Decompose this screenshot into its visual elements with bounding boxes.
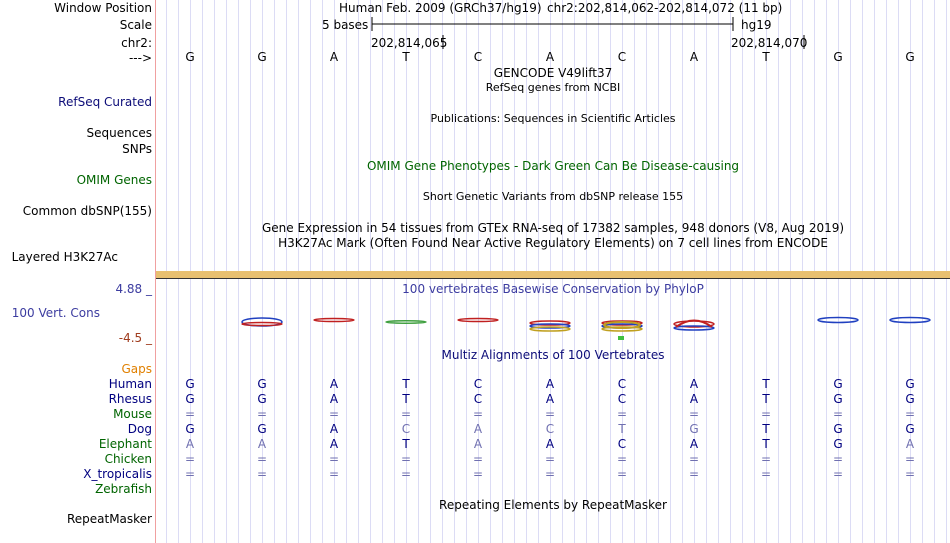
alignment-base: G xyxy=(905,392,915,406)
alignment-base: = xyxy=(400,467,412,481)
alignment-base: G xyxy=(185,377,195,391)
alignment-base: = xyxy=(328,407,340,421)
alignment-base: C xyxy=(617,377,627,391)
alignment-base: = xyxy=(328,467,340,481)
species-label-mouse[interactable]: Mouse xyxy=(113,407,152,421)
sequences-label[interactable]: Sequences xyxy=(86,126,152,140)
alignment-base: = xyxy=(832,467,844,481)
alignment-base: = xyxy=(832,452,844,466)
cons-label[interactable]: 100 Vert. Cons xyxy=(11,306,100,320)
sequence-base: G xyxy=(833,50,843,64)
sequence-base: G xyxy=(257,50,267,64)
alignment-base: G xyxy=(257,392,267,406)
alignment-base: A xyxy=(473,422,483,436)
phylop-logo-mark xyxy=(890,318,930,323)
assembly-text: Human Feb. 2009 (GRCh37/hg19) xyxy=(339,1,542,15)
refseq-title[interactable]: RefSeq genes from NCBI xyxy=(485,81,621,94)
phylop-logo-mark xyxy=(386,321,426,323)
alignment-base: = xyxy=(760,407,772,421)
alignment-base: T xyxy=(402,392,410,406)
phylop-logo-mark xyxy=(674,326,714,330)
alignment-base: = xyxy=(688,467,700,481)
repeatmasker-label[interactable]: RepeatMasker xyxy=(66,512,152,526)
species-label-zebrafish[interactable]: Zebrafish xyxy=(95,482,152,496)
alignment-base: = xyxy=(688,407,700,421)
alignment-base: = xyxy=(328,452,340,466)
phylop-logo-mark xyxy=(314,319,354,322)
alignment-base: T xyxy=(762,392,770,406)
alignment-base: = xyxy=(904,452,916,466)
alignment-base: G xyxy=(257,422,267,436)
alignment-base: C xyxy=(473,377,483,391)
alignment-base: G xyxy=(185,422,195,436)
sequence-base: C xyxy=(473,50,483,64)
alignment-base: A xyxy=(689,377,699,391)
gtex-title[interactable]: Gene Expression in 54 tissues from GTEx RNA-seq of 17382 samples, 948 donors (V8, Aug 2019) xyxy=(261,221,845,235)
alignment-base: T xyxy=(618,422,626,436)
dbsnp-label[interactable]: Common dbSNP(155) xyxy=(22,204,152,218)
alignment-base: = xyxy=(184,467,196,481)
db-text: hg19 xyxy=(741,18,772,32)
alignment-base: = xyxy=(400,407,412,421)
alignment-base: = xyxy=(544,467,556,481)
alignment-base: A xyxy=(689,437,699,451)
species-label-human[interactable]: Human xyxy=(108,377,152,391)
phylop-logo-mark xyxy=(618,336,624,340)
alignment-base: C xyxy=(473,392,483,406)
alignment-base: C xyxy=(617,392,627,406)
alignment-base: A xyxy=(329,422,339,436)
alignment-base: A xyxy=(905,437,915,451)
dbsnp-title[interactable]: Short Genetic Variants from dbSNP release 155 xyxy=(422,190,684,203)
alignment-base: A xyxy=(545,437,555,451)
alignment-base: = xyxy=(688,452,700,466)
coord-right: 202,814,070 xyxy=(731,36,808,50)
alignment-base: G xyxy=(833,422,843,436)
phylop-logo-mark xyxy=(458,319,498,322)
alignment-base: = xyxy=(544,407,556,421)
refseq-label[interactable]: RefSeq Curated xyxy=(58,95,152,109)
alignment-base: A xyxy=(329,437,339,451)
snps-label[interactable]: SNPs xyxy=(122,142,152,156)
sequence-base: A xyxy=(545,50,555,64)
alignment-base: A xyxy=(257,437,267,451)
phylop-logos xyxy=(242,318,930,341)
scale-text: 5 bases xyxy=(322,18,369,32)
h3k27ac-title[interactable]: H3K27Ac Mark (Often Found Near Active Regulatory Elements) on 7 cell lines from ENCODE xyxy=(278,236,828,250)
alignment-base: G xyxy=(833,377,843,391)
alignment-base: = xyxy=(256,407,268,421)
alignment-base: = xyxy=(400,452,412,466)
alignment-base: G xyxy=(905,377,915,391)
alignment-base: A xyxy=(545,377,555,391)
species-label-chicken[interactable]: Chicken xyxy=(104,452,152,466)
alignment-base: A xyxy=(329,377,339,391)
species-label-rhesus[interactable]: Rhesus xyxy=(108,392,152,406)
alignment-base: = xyxy=(760,452,772,466)
alignment-base: = xyxy=(472,467,484,481)
phylop-logo-mark xyxy=(242,323,282,326)
alignment-base: = xyxy=(256,467,268,481)
alignment-base: = xyxy=(256,452,268,466)
alignment-base: T xyxy=(402,377,410,391)
species-label-x_tropicalis[interactable]: X_tropicalis xyxy=(83,467,152,481)
sequence-base: A xyxy=(689,50,699,64)
alignment-base: C xyxy=(401,422,411,436)
alignment-base: G xyxy=(833,392,843,406)
alignment-base: T xyxy=(762,422,770,436)
alignment-base: A xyxy=(689,392,699,406)
alignment-base: G xyxy=(833,437,843,451)
alignment-base: C xyxy=(617,437,627,451)
coord-left: 202,814,065 xyxy=(371,36,448,50)
multiz-title[interactable]: Multiz Alignments of 100 Vertebrates xyxy=(441,348,665,362)
scale-label: Scale xyxy=(119,18,152,32)
phylop-logo-mark xyxy=(818,318,858,323)
alignment-base: = xyxy=(760,467,772,481)
chrom-label: chr2: xyxy=(121,36,152,50)
alignment-base: = xyxy=(184,407,196,421)
alignment-base: = xyxy=(616,407,628,421)
alignment-base: = xyxy=(472,407,484,421)
alignment-base: A xyxy=(329,392,339,406)
alignment-base: A xyxy=(185,437,195,451)
alignment-base: = xyxy=(616,452,628,466)
position-text[interactable]: chr2:202,814,062-202,814,072 (11 bp) xyxy=(547,1,783,15)
alignment-base: G xyxy=(689,422,699,436)
h3k27ac-label[interactable]: Layered H3K27Ac xyxy=(11,250,118,264)
cons-min-label: -4.5 _ xyxy=(118,331,152,345)
cons-max-label: 4.88 _ xyxy=(115,282,152,296)
species-label-dog[interactable]: Dog xyxy=(127,422,152,436)
omim-label[interactable]: OMIM Genes xyxy=(76,173,152,187)
alignment-base: C xyxy=(545,422,555,436)
alignment-base: = xyxy=(904,407,916,421)
alignment-base: T xyxy=(762,437,770,451)
alignment-base: T xyxy=(762,377,770,391)
sequence-base: G xyxy=(905,50,915,64)
alignment-base: T xyxy=(402,437,410,451)
window-position-label: Window Position xyxy=(54,1,152,15)
strand-label[interactable]: ---> xyxy=(128,51,152,65)
publications-title[interactable]: Publications: Sequences in Scientific Articles xyxy=(430,112,676,125)
alignment-base: A xyxy=(473,437,483,451)
alignment-base: G xyxy=(905,422,915,436)
alignment-base: = xyxy=(832,407,844,421)
alignment-base: = xyxy=(472,452,484,466)
omim-title[interactable]: OMIM Gene Phenotypes - Dark Green Can Be Disease-causing xyxy=(366,159,740,173)
sequence-base: T xyxy=(402,50,410,64)
alignment-base: G xyxy=(185,392,195,406)
sequence-base: A xyxy=(329,50,339,64)
sequence-base: G xyxy=(185,50,195,64)
alignment-base: = xyxy=(904,467,916,481)
alignment-base: = xyxy=(616,467,628,481)
repeatmasker-title[interactable]: Repeating Elements by RepeatMasker xyxy=(439,498,667,512)
alignment-base: G xyxy=(257,377,267,391)
sequence-base: C xyxy=(617,50,627,64)
alignment-base: A xyxy=(545,392,555,406)
alignment-base: = xyxy=(184,452,196,466)
species-label-elephant[interactable]: Elephant xyxy=(98,437,152,451)
gaps-label[interactable]: Gaps xyxy=(121,362,152,376)
alignment-base: = xyxy=(544,452,556,466)
gencode-title[interactable]: GENCODE V49lift37 xyxy=(493,66,613,80)
phylop-title[interactable]: 100 vertebrates Basewise Conservation by PhyloP xyxy=(402,282,704,296)
sequence-base: T xyxy=(762,50,770,64)
phylop-logo-mark xyxy=(530,327,570,331)
